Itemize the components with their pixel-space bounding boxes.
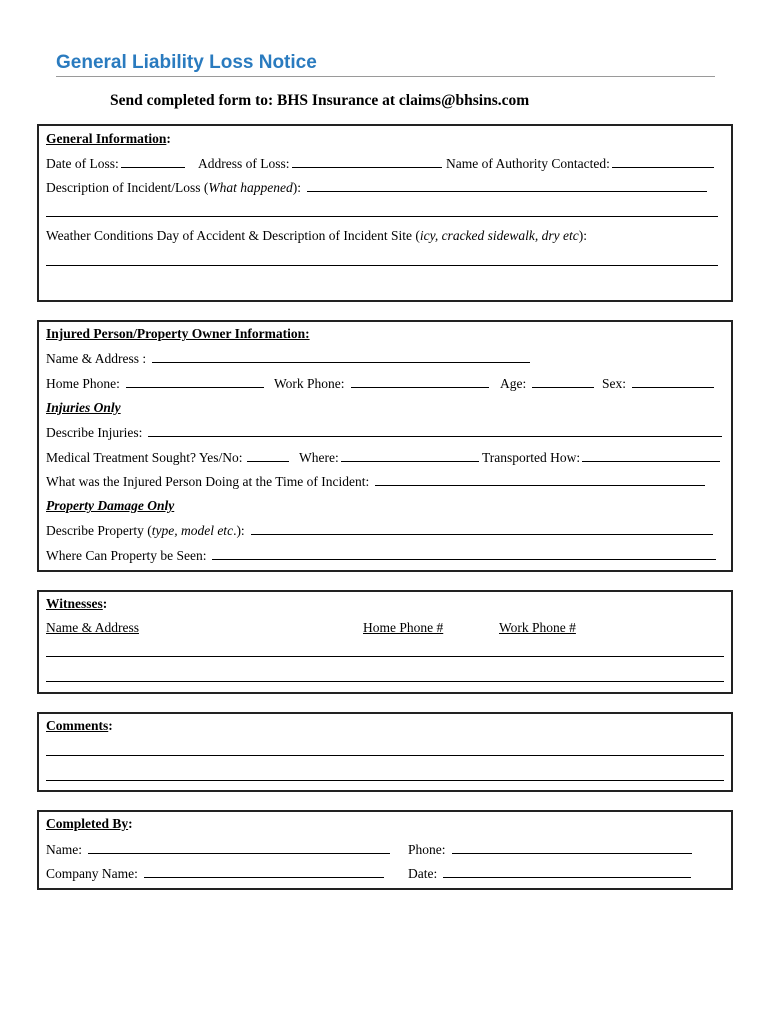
- weather-conditions-line[interactable]: [46, 265, 718, 266]
- sex-line[interactable]: [632, 375, 714, 388]
- witness-line-2[interactable]: [46, 681, 724, 682]
- comments-section: [37, 712, 733, 792]
- where-property-seen-field[interactable]: Where Can Property be Seen:: [46, 547, 716, 564]
- section-heading: Comments:: [46, 718, 113, 733]
- completed-by-section: [37, 810, 733, 890]
- transported-how-line[interactable]: [582, 449, 720, 462]
- age-field[interactable]: Age:: [500, 375, 594, 392]
- section-heading: General Information:: [46, 131, 171, 146]
- description-field[interactable]: [46, 179, 707, 196]
- home-phone-field[interactable]: Home Phone:: [46, 375, 264, 392]
- general-information-section: [37, 124, 733, 302]
- where-line[interactable]: [341, 449, 479, 462]
- property-damage-subheading: Property Damage Only: [46, 498, 175, 513]
- work-phone-field[interactable]: Work Phone:: [274, 375, 489, 392]
- section-heading: Witnesses:: [46, 596, 108, 611]
- witnesses-section: [37, 590, 733, 694]
- completed-date-field[interactable]: Date:: [408, 865, 691, 882]
- witness-name-address-column: Name & Address: [46, 620, 139, 635]
- medical-treatment-line[interactable]: [247, 449, 289, 462]
- where-field[interactable]: Where:: [299, 449, 479, 466]
- describe-property-line[interactable]: [251, 522, 713, 535]
- company-name-field[interactable]: Company Name:: [46, 865, 384, 882]
- section-heading: Injured Person/Property Owner Information:: [46, 326, 310, 341]
- title-divider: [56, 76, 715, 77]
- date-of-loss-line[interactable]: [121, 155, 185, 168]
- section-heading: Completed By:: [46, 816, 133, 831]
- person-doing-field[interactable]: What was the Injured Person Doing at the Time of Incident:: [46, 473, 705, 490]
- address-of-loss-field[interactable]: Address of Loss:: [198, 155, 442, 172]
- company-name-line[interactable]: [144, 865, 384, 878]
- witness-work-phone-column: Work Phone #: [499, 620, 576, 635]
- send-to-instruction: Send completed form to: BHS Insurance at claims@bhsins.com: [110, 92, 530, 109]
- injuries-only-subheading: Injuries Only: [46, 400, 121, 415]
- form-title: General Liability Loss Notice: [56, 52, 317, 73]
- medical-treatment-field[interactable]: Medical Treatment Sought? Yes/No:: [46, 449, 289, 466]
- age-line[interactable]: [532, 375, 594, 388]
- injured-person-section: [37, 320, 733, 572]
- completed-phone-field[interactable]: Phone:: [408, 841, 692, 858]
- completed-name-field[interactable]: Name:: [46, 841, 390, 858]
- where-property-seen-line[interactable]: [212, 547, 716, 560]
- describe-injuries-line[interactable]: [148, 424, 722, 437]
- comment-line-1[interactable]: [46, 755, 724, 756]
- describe-property-field[interactable]: [46, 522, 713, 539]
- work-phone-line[interactable]: [351, 375, 489, 388]
- completed-phone-line[interactable]: [452, 841, 692, 854]
- weather-conditions-label: Weather Conditions Day of Accident & Description of Incident Site (icy, cracked sidewalk, dry etc):: [46, 228, 588, 243]
- witness-line-1[interactable]: [46, 656, 724, 657]
- name-address-field[interactable]: Name & Address :: [46, 350, 530, 367]
- date-of-loss-field[interactable]: Date of Loss:: [46, 155, 185, 172]
- description-label: Description of Incident/Loss (What happened):: [46, 180, 301, 195]
- authority-contacted-line[interactable]: [612, 155, 714, 168]
- describe-property-label: Describe Property (type, model etc.):: [46, 523, 245, 538]
- description-line-2[interactable]: [46, 216, 718, 217]
- authority-contacted-field[interactable]: Name of Authority Contacted:: [446, 155, 714, 172]
- completed-date-line[interactable]: [443, 865, 691, 878]
- sex-field[interactable]: Sex:: [602, 375, 714, 392]
- address-of-loss-line[interactable]: [292, 155, 442, 168]
- description-line[interactable]: [307, 179, 707, 192]
- comment-line-2[interactable]: [46, 780, 724, 781]
- transported-how-field[interactable]: Transported How:: [482, 449, 720, 466]
- witness-home-phone-column: Home Phone #: [363, 620, 444, 635]
- name-address-line[interactable]: [152, 350, 530, 363]
- person-doing-line[interactable]: [375, 473, 705, 486]
- describe-injuries-field[interactable]: Describe Injuries:: [46, 424, 722, 441]
- home-phone-line[interactable]: [126, 375, 264, 388]
- completed-name-line[interactable]: [88, 841, 390, 854]
